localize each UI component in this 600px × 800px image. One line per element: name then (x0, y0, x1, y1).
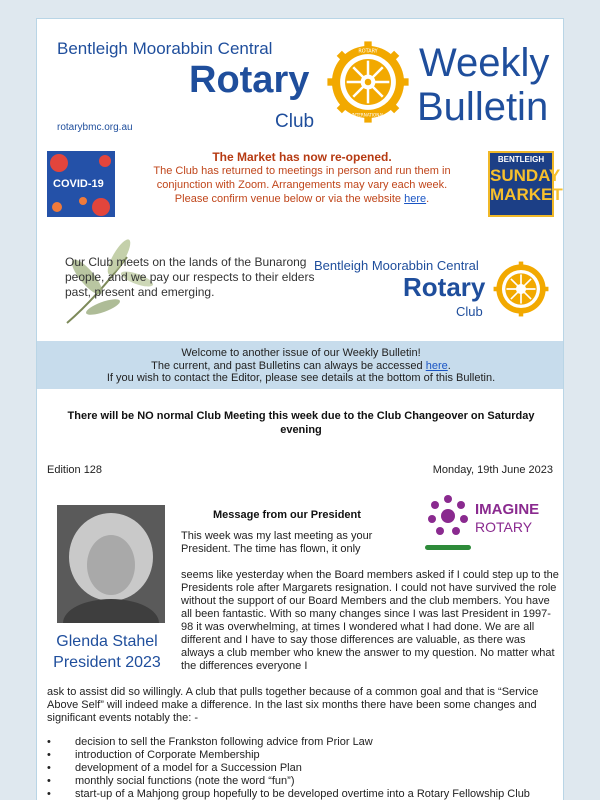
market-title: The Market has now re-opened. (212, 150, 392, 164)
welcome-line-1: Welcome to another issue of our Weekly Bulletin! (181, 347, 421, 359)
masthead-rotary: Rotary (189, 59, 310, 101)
ack-club: Club (456, 304, 483, 319)
masthead-club-name: Bentleigh Moorabbin Central (57, 39, 273, 58)
president-photo (57, 505, 165, 623)
events-list (47, 736, 559, 800)
masthead (37, 19, 564, 144)
portrait-icon (57, 505, 165, 623)
ack-club-name: Bentleigh Moorabbin Central (314, 258, 479, 273)
list-item: • development of a model for a Succession Plan (47, 762, 302, 774)
country-acknowledgement: Our Club meets on the lands of the Bunarong people, and we pay our respects to their elders past, present and emerging. (65, 255, 315, 299)
market-notice (121, 150, 483, 206)
masthead-club: Club (275, 111, 315, 132)
market-line-3: Please confirm venue below or via the website here. (174, 193, 430, 205)
masthead-bulletin: Bulletin (417, 85, 549, 129)
list-item: • introduction of Corporate Membership (47, 749, 260, 761)
message-intro: This week was my last meeting as your President. The time has flown, it only (181, 530, 373, 555)
message-title: Message from our President (213, 509, 361, 521)
masthead-website[interactable]: rotarybmc.org.au (57, 122, 133, 133)
masthead-weekly: Weekly (419, 41, 550, 85)
meeting-notice: There will be NO normal Club Meeting this week due to the Club Changeover on Saturday evening (67, 410, 535, 436)
badge-sunday: SUNDAY (490, 166, 561, 185)
message-body: seems like yesterday when the Board members asked if I could step up to the Presidents role after Margarets resignation. I could not have survived the role without the support of our Board Members and the club members. You have all been fantastic. With so many changes since I was last President in 1997-98 it was overwhelming, at times I wondered what I had done. We are all different and I have to say those differences are valuable, as there was always a club member who knew the answer to my question. No matter what the differences everyone I (181, 569, 559, 672)
list-item: • start-up of a Mahjong group hopefully to be developed overtime into a Rotary Fellowship Club (47, 788, 530, 800)
list-item: • decision to sell the Frankston following advice from Prior Law (47, 736, 373, 748)
past-bulletins-link[interactable]: here (425, 359, 448, 372)
covid-label: COVID-19 (53, 178, 104, 190)
wheel-text-bottom: INTERNATIONAL (351, 112, 385, 118)
rotary-wheel-logo (327, 41, 409, 123)
rotary-word: ROTARY (475, 519, 533, 535)
edition-number: Edition 128 (47, 464, 103, 476)
president-name: Glenda Stahel President 2023 (53, 633, 161, 671)
ack-rotary: Rotary (403, 272, 486, 302)
imagine-flower-icon (423, 491, 473, 553)
market-line-2: conjunction with Zoom. Arrangements may vary each week. (156, 179, 448, 191)
welcome-line-3: If you wish to contact the Editor, please see details at the bottom of this Bulletin. (106, 372, 496, 384)
rotary-wheel-small-logo (493, 261, 549, 317)
wheel-text-top: ROTARY (358, 48, 378, 55)
bulletin-date: Monday, 19th June 2023 (432, 464, 553, 476)
sunday-market-badge (488, 151, 563, 217)
market-line-1: The Club has returned to meetings in person and run them in (153, 165, 451, 177)
covid-19-image (47, 151, 115, 217)
market-website-link[interactable]: here (404, 193, 427, 205)
bulletin-sheet (36, 18, 564, 800)
welcome-band (37, 341, 564, 389)
message-continued: ask to assist did so willingly. A club that pulls together because of a common goal and that is “Service Above Self” will indeed make a difference. In the last six months there have been some changes and significant events notably the: - (47, 686, 539, 724)
badge-market: MARKET (490, 185, 563, 204)
imagine-rotary-logo (419, 491, 559, 553)
list-item: • monthly social functions (note the word “fun”) (47, 775, 295, 787)
welcome-line-2: The current, and past Bulletins can always be accessed here. (151, 359, 451, 372)
badge-bentleigh: BENTLEIGH (497, 155, 545, 164)
imagine-word: IMAGINE (475, 501, 540, 518)
